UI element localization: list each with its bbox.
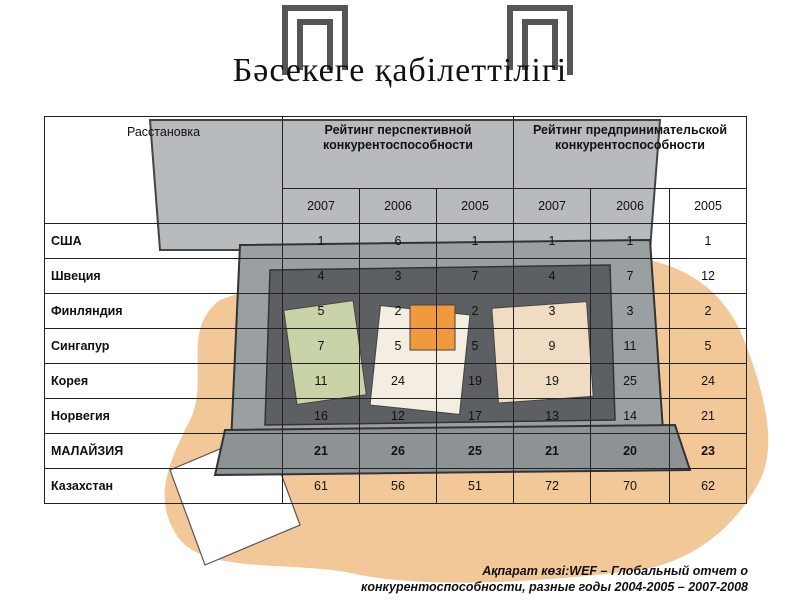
rank-cell: 14 <box>591 399 670 434</box>
source-line-2: конкурентоспособности, разные годы 2004-2005 – 2007-2008 <box>360 580 748 594</box>
rank-cell: 25 <box>437 434 514 469</box>
year-header: 2005 <box>437 189 514 224</box>
corner-header: Расстановка <box>45 117 283 224</box>
rank-cell: 26 <box>360 434 437 469</box>
year-header: 2007 <box>283 189 360 224</box>
source-line-1: Ақпарат көзі:WEF – Глобальный отчет о <box>482 564 748 578</box>
rank-cell: 6 <box>360 224 437 259</box>
rank-cell: 16 <box>283 399 360 434</box>
ranking-table-wrapper <box>44 116 746 504</box>
rank-cell: 24 <box>360 364 437 399</box>
rank-cell: 3 <box>360 259 437 294</box>
group-header-row <box>45 117 747 189</box>
rank-cell: 5 <box>437 329 514 364</box>
rank-cell: 61 <box>283 469 360 504</box>
rank-cell: 21 <box>670 399 747 434</box>
rank-cell: 19 <box>437 364 514 399</box>
table-row <box>45 224 747 259</box>
rank-cell: 56 <box>360 469 437 504</box>
rank-cell: 1 <box>283 224 360 259</box>
country-cell: Швеция <box>45 259 283 294</box>
country-cell: Норвегия <box>45 399 283 434</box>
table-body <box>45 224 747 504</box>
group-header-prospective: Рейтинг перспективной конкурентоспособности <box>283 117 514 189</box>
rank-cell: 7 <box>437 259 514 294</box>
country-cell: США <box>45 224 283 259</box>
country-cell: Сингапур <box>45 329 283 364</box>
rank-cell: 1 <box>514 224 591 259</box>
rank-cell: 70 <box>591 469 670 504</box>
rank-cell: 51 <box>437 469 514 504</box>
table-row <box>45 329 747 364</box>
rank-cell: 12 <box>360 399 437 434</box>
rank-cell: 11 <box>283 364 360 399</box>
rank-cell: 13 <box>514 399 591 434</box>
rank-cell: 5 <box>360 329 437 364</box>
rank-cell: 2 <box>437 294 514 329</box>
rank-cell: 21 <box>283 434 360 469</box>
group-header-entrepreneurial: Рейтинг предпринимательской конкурентоспособности <box>514 117 747 189</box>
rank-cell: 2 <box>670 294 747 329</box>
slide-title: Бәсекеге қабілеттілігі <box>232 52 568 89</box>
rank-cell: 11 <box>591 329 670 364</box>
year-header: 2006 <box>360 189 437 224</box>
rank-cell: 1 <box>437 224 514 259</box>
rank-cell: 19 <box>514 364 591 399</box>
table-row <box>45 434 747 469</box>
rank-cell: 62 <box>670 469 747 504</box>
rank-cell: 2 <box>360 294 437 329</box>
year-header: 2007 <box>514 189 591 224</box>
rank-cell: 3 <box>514 294 591 329</box>
year-header: 2006 <box>591 189 670 224</box>
table-row <box>45 364 747 399</box>
source-note <box>361 563 748 595</box>
rank-cell: 12 <box>670 259 747 294</box>
rank-cell: 1 <box>670 224 747 259</box>
rank-cell: 7 <box>591 259 670 294</box>
table-row <box>45 469 747 504</box>
rank-cell: 20 <box>591 434 670 469</box>
table-row <box>45 259 747 294</box>
rank-cell: 4 <box>514 259 591 294</box>
rank-cell: 5 <box>283 294 360 329</box>
table-row <box>45 399 747 434</box>
rank-cell: 17 <box>437 399 514 434</box>
rank-cell: 4 <box>283 259 360 294</box>
rank-cell: 3 <box>591 294 670 329</box>
rank-cell: 72 <box>514 469 591 504</box>
year-header: 2005 <box>670 189 747 224</box>
rank-cell: 9 <box>514 329 591 364</box>
rank-cell: 5 <box>670 329 747 364</box>
rank-cell: 23 <box>670 434 747 469</box>
country-cell: Корея <box>45 364 283 399</box>
rank-cell: 21 <box>514 434 591 469</box>
table-row <box>45 294 747 329</box>
rank-cell: 24 <box>670 364 747 399</box>
rank-cell: 1 <box>591 224 670 259</box>
rank-cell: 7 <box>283 329 360 364</box>
ranking-table <box>44 116 747 504</box>
country-cell: Финляндия <box>45 294 283 329</box>
country-cell: МАЛАЙЗИЯ <box>45 434 283 469</box>
rank-cell: 25 <box>591 364 670 399</box>
country-cell: Казахстан <box>45 469 283 504</box>
